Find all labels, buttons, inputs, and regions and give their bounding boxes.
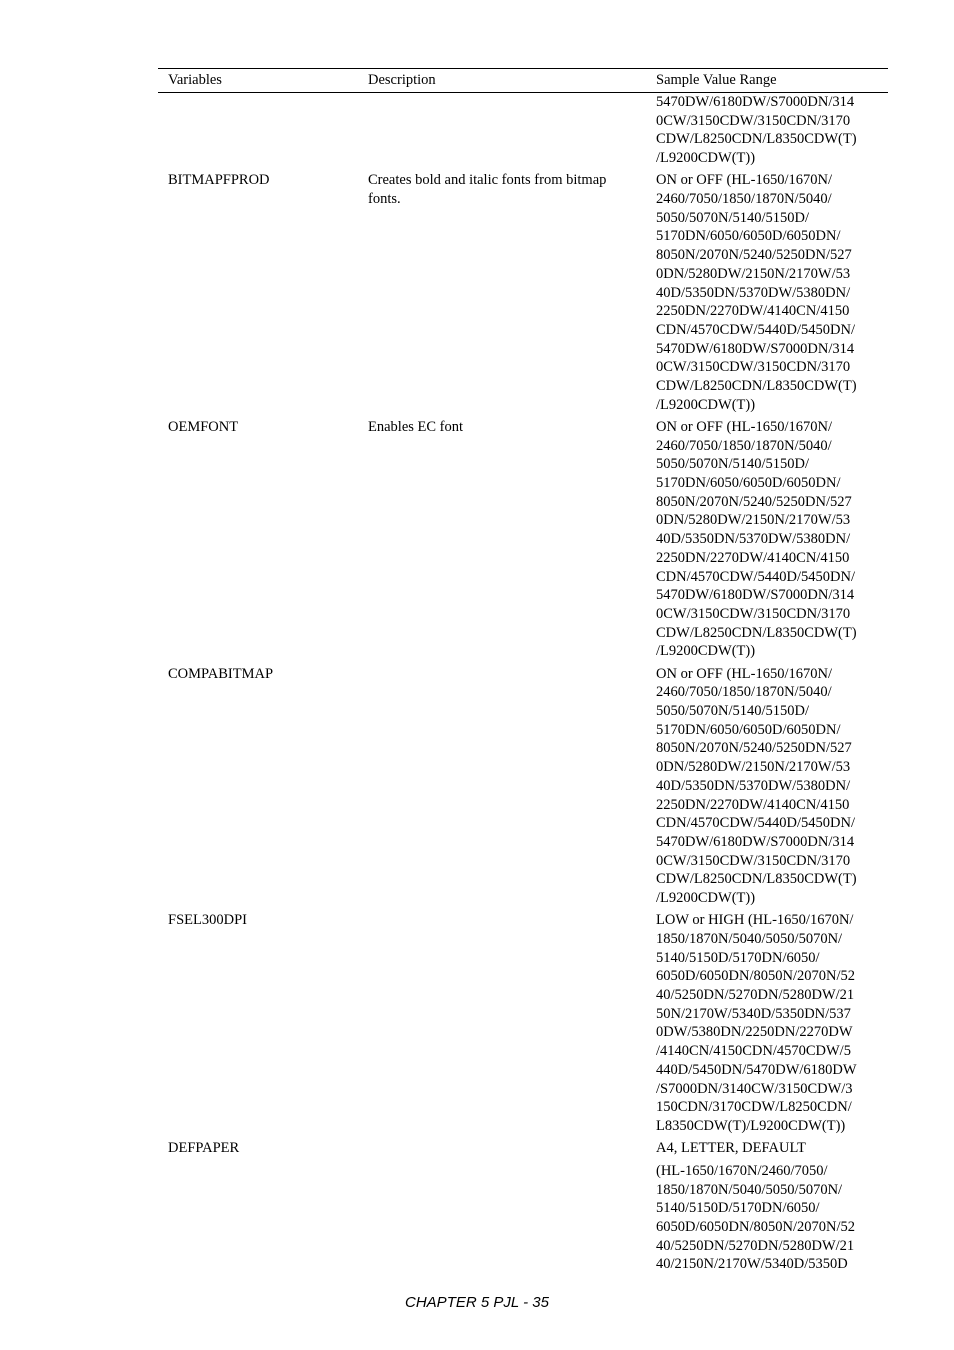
sample-line: 40/5250DN/5270DN/5280DW/21: [656, 987, 855, 1004]
table-row: [158, 911, 888, 1135]
sample-line: 5470DW/6180DW/S7000DN/314: [656, 587, 855, 604]
sample-line: 40D/5350DN/5370DW/5380DN/: [656, 531, 851, 548]
variable-name: COMPABITMAP: [168, 665, 274, 682]
sample-line: 440D/5450DN/5470DW/6180DW: [656, 1061, 857, 1078]
sample-line: CDW/L8250CDN/L8350CDW(T): [656, 871, 857, 888]
sample-line: CDN/4570CDW/5440D/5450DN/: [656, 321, 855, 338]
sample-line: 5170DN/6050/6050D/6050DN/: [656, 721, 841, 738]
sample-line: /S7000DN/3140CW/3150CDW/3: [656, 1080, 853, 1097]
sample-line: 0CW/3150CDW/3150CDN/3170: [656, 852, 851, 869]
page-footer: CHAPTER 5 PJL - 35: [405, 1294, 549, 1311]
sample-line: CDN/4570CDW/5440D/5450DN/: [656, 568, 855, 585]
variable-name: OEMFONT: [168, 418, 239, 435]
sample-line: 5170DN/6050/6050D/6050DN/: [656, 475, 841, 492]
sample-line: 40D/5350DN/5370DW/5380DN/: [656, 284, 851, 301]
sample-line: 2250DN/2270DW/4140CN/4150: [656, 796, 850, 813]
sample-line: CDN/4570CDW/5440D/5450DN/: [656, 815, 855, 832]
sample-line: (HL-1650/1670N/2460/7050/: [656, 1162, 828, 1179]
sample-line: L8350CDW(T)/L9200CDW(T)): [656, 1117, 846, 1134]
sample-line: /L9200CDW(T)): [656, 150, 756, 167]
sample-line: 5050/5070N/5140/5150D/: [656, 456, 810, 473]
sample-line: 5140/5150D/5170DN/6050/: [656, 949, 820, 966]
sample-line: 40/5250DN/5270DN/5280DW/21: [656, 1237, 855, 1254]
table-row: [158, 171, 888, 414]
sample-line: 5470DW/6180DW/S7000DN/314: [656, 833, 855, 850]
table-body: [158, 171, 888, 1277]
sample-value-cell: [656, 665, 888, 908]
table-row-continued: [158, 93, 888, 168]
sample-value-cell: [656, 911, 888, 1135]
sample-line: 8050N/2070N/5240/5250DN/527: [656, 740, 852, 757]
sample-line: CDW/L8250CDN/L8350CDW(T): [656, 624, 857, 641]
sample-line: ON or OFF (HL-1650/1670N/: [656, 172, 833, 189]
sample-line: /4140CN/4150CDN/4570CDW/5: [656, 1043, 851, 1060]
variable-name: DEFPAPER: [168, 1140, 240, 1157]
sample-line: 150CDN/3170CDW/L8250CDN/: [656, 1099, 852, 1116]
sample-line: 5050/5070N/5140/5150D/: [656, 209, 810, 226]
header-sample-value-range: Sample Value Range: [656, 72, 777, 88]
sample-line: 0DN/5280DW/2150N/2170W/53: [656, 512, 851, 529]
sample-line: A4, LETTER, DEFAULT: [656, 1140, 806, 1157]
sample-line: 5470DW/6180DW/S7000DN/314: [656, 340, 855, 357]
sample-line: ON or OFF (HL-1650/1670N/: [656, 418, 833, 435]
variable-name: FSEL300DPI: [168, 912, 247, 929]
sample-line: 5050/5070N/5140/5150D/: [656, 703, 810, 719]
sample-line: 0DW/5380DN/2250DN/2270DW: [656, 1024, 853, 1041]
sample-line: 0CW/3150CDW/3150CDN/3170: [656, 605, 851, 622]
sample-line: 8050N/2070N/5240/5250DN/527: [656, 247, 852, 264]
variable-description: Enables EC font: [368, 418, 464, 435]
sample-line: CDW/L8250CDN/L8350CDW(T): [656, 131, 857, 148]
sample-value-cell: [656, 171, 888, 414]
variable-description: Creates bold and italic fonts from bitmap fonts.: [368, 172, 607, 208]
sample-line: 2460/7050/1850/1870N/5040/: [656, 437, 832, 454]
sample-line: 2250DN/2270DW/4140CN/4150: [656, 303, 850, 320]
table-row: [158, 418, 888, 661]
sample-line: 2250DN/2270DW/4140CN/4150: [656, 549, 850, 566]
table-header: [158, 68, 888, 93]
table-row: [158, 1139, 888, 1274]
sample-line: 6050D/6050DN/8050N/2070N/52: [656, 1218, 855, 1235]
sample-value-cell: [656, 418, 888, 661]
sample-line: 5470DW/6180DW/S7000DN/314: [656, 94, 855, 110]
pjl-variables-table: [158, 68, 888, 1278]
sample-line: 50N/2170W/5340D/5350DN/537: [656, 1005, 851, 1022]
sample-line: CDW/L8250CDN/L8350CDW(T): [656, 378, 857, 395]
sample-line: 1850/1870N/5040/5050/5070N/: [656, 1181, 843, 1198]
sample-line: 8050N/2070N/5240/5250DN/527: [656, 493, 852, 510]
sample-line: 0DN/5280DW/2150N/2170W/53: [656, 265, 851, 282]
sample-line: /L9200CDW(T)): [656, 396, 756, 413]
sample-line: 5140/5150D/5170DN/6050/: [656, 1200, 820, 1217]
sample-line: 0DN/5280DW/2150N/2170W/53: [656, 759, 851, 776]
sample-line: 1850/1870N/5040/5050/5070N/: [656, 930, 843, 947]
sample-line: 5170DN/6050/6050D/6050DN/: [656, 228, 841, 245]
sample-value-cell: [656, 93, 888, 168]
sample-line: /L9200CDW(T)): [656, 890, 756, 907]
sample-line: LOW or HIGH (HL-1650/1670N/: [656, 912, 854, 929]
header-description: Description: [368, 72, 436, 88]
sample-line: 6050D/6050DN/8050N/2070N/52: [656, 968, 855, 985]
sample-line: ON or OFF (HL-1650/1670N/: [656, 665, 833, 682]
sample-value-cell: [656, 1139, 888, 1274]
sample-line: 40D/5350DN/5370DW/5380DN/: [656, 777, 851, 794]
sample-line: /L9200CDW(T)): [656, 643, 756, 660]
variable-name: BITMAPFPROD: [168, 172, 270, 189]
table-row: [158, 665, 888, 908]
header-variables: Variables: [168, 72, 222, 88]
sample-line: 0CW/3150CDW/3150CDN/3170: [656, 112, 851, 129]
sample-line: 0CW/3150CDW/3150CDN/3170: [656, 359, 851, 376]
sample-line: 2460/7050/1850/1870N/5040/: [656, 684, 832, 701]
sample-line: 2460/7050/1850/1870N/5040/: [656, 191, 832, 208]
sample-line: 40/2150N/2170W/5340D/5350D: [656, 1256, 848, 1273]
